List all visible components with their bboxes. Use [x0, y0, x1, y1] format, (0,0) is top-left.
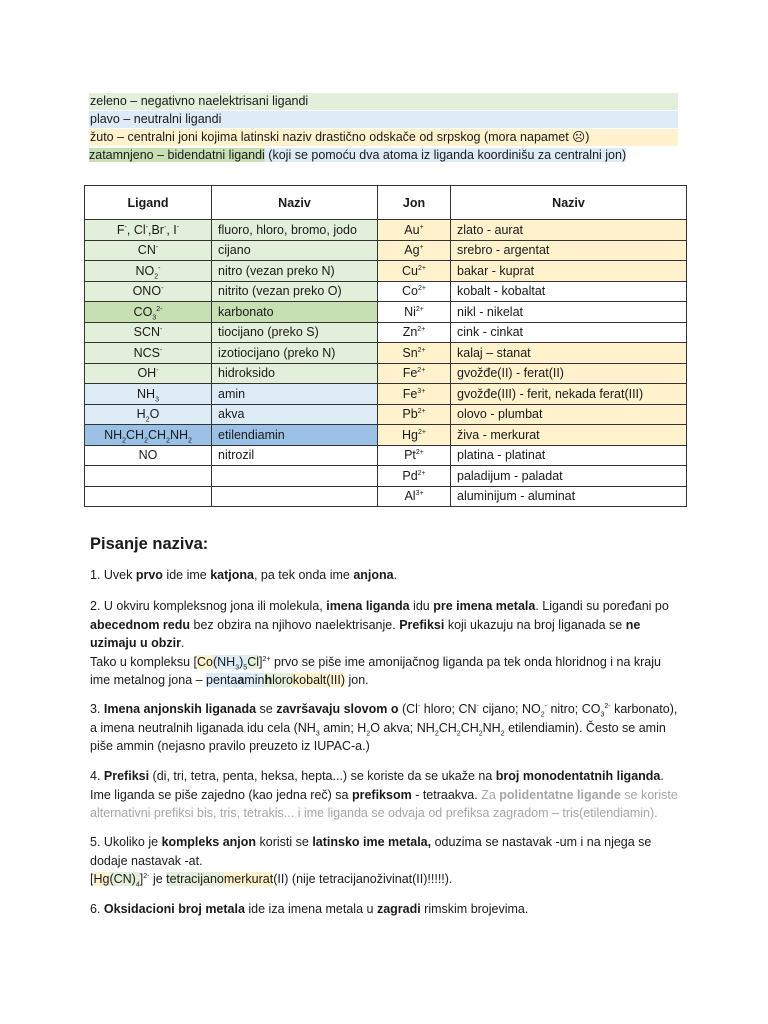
- rule-2: [90, 597, 680, 690]
- table-row: [85, 466, 687, 487]
- ion-symbol: $Ni^{2+}$: [378, 302, 451, 323]
- ion-name: gvožđe(II) - ferat(II): [451, 363, 687, 384]
- ligand-formula: OH-: [85, 363, 212, 384]
- ligand-formula: NO: [85, 445, 212, 466]
- ion-symbol: $Sn^{2+}$: [378, 343, 451, 364]
- table-row: [85, 445, 687, 466]
- section-title: Pisanje naziva:: [90, 535, 209, 553]
- ligand-formula: $CO_3^{2-}$: [85, 302, 212, 323]
- rule-2-line-3: uzimaju u obzir.: [90, 636, 185, 650]
- rule-4-line-1: 4. Prefiksi (di, tri, tetra, penta, heksa, hepta...) se koriste da se ukaže na broj monodentatnih liganda.: [90, 769, 664, 783]
- ligand-name: nitrozil: [212, 445, 378, 466]
- ion-name: paladijum - paladat: [451, 466, 687, 487]
- ligand-formula: $NO_2^-$: [85, 261, 212, 282]
- ligand-formula: $NH_3$: [85, 384, 212, 405]
- ion-name: cink - cinkat: [451, 322, 687, 343]
- ion-symbol: $Zn^{2+}$: [378, 322, 451, 343]
- rule-3: [90, 700, 680, 756]
- ligand-name: izotiocijano (preko N): [212, 343, 378, 364]
- table-row: [85, 363, 687, 384]
- ligand-name: nitrito (vezan preko O): [212, 281, 378, 302]
- ligand-name: cijano: [212, 240, 378, 261]
- rule-1-text: 1. Uvek prvo ide ime katjona, pa tek onda ime anjona.: [90, 568, 398, 582]
- rule-1: [90, 566, 680, 585]
- ligand-formula: [85, 486, 212, 507]
- ligand-name: [212, 486, 378, 507]
- rule-3-line-3: piše ammin (nejasno pravilo preuzeto iz IUPAC-a.): [90, 739, 370, 753]
- ion-name: srebro - argentat: [451, 240, 687, 261]
- ion-symbol: $Fe^{2+}$: [378, 363, 451, 384]
- rule-2-line-4: Tako u kompleksu $[Co(NH_3)_5Cl]^{2+}$ prvo se piše ime amonijačnog liganda pa tek onda hloridnog i na kraju: [90, 654, 661, 671]
- ligand-formula: SCN-: [85, 322, 212, 343]
- ligand-name: tiocijano (preko S): [212, 322, 378, 343]
- table-header-row: [85, 186, 687, 220]
- ion-symbol: Au+: [378, 220, 451, 241]
- ligand-name: amin: [212, 384, 378, 405]
- ion-symbol: $Pb^{2+}$: [378, 404, 451, 425]
- ion-symbol: $Fe^{3+}$: [378, 384, 451, 405]
- legend-yellow: žuto – centralni joni kojima latinski naziv drastično odskače od srpskog (mora napamet ☹): [89, 129, 678, 146]
- header-ligand-name: Naziv: [212, 186, 378, 220]
- table-row: [85, 220, 687, 241]
- ligand-name: fluoro, hloro, bromo, jodo: [212, 220, 378, 241]
- ligand-name: hidroksido: [212, 363, 378, 384]
- ligand-name: nitro (vezan preko N): [212, 261, 378, 282]
- ion-symbol: $Pt^{2+}$: [378, 445, 451, 466]
- ligand-formula: ONO-: [85, 281, 212, 302]
- ligand-formula: CN-: [85, 240, 212, 261]
- ligand-formula: $H_2O$: [85, 404, 212, 425]
- legend-dark: [89, 147, 626, 164]
- rule-4: [90, 767, 680, 823]
- table-row: [85, 240, 687, 261]
- ion-symbol: $Pd^{2+}$: [378, 466, 451, 487]
- legend-dark-label: zatamnjeno – bidendatni ligandi: [89, 148, 265, 162]
- table-row: [85, 404, 687, 425]
- table-row: [85, 302, 687, 323]
- rule-6-text: 6. Oksidacioni broj metala ide iza imena metala u zagradi rimskim brojevima.: [90, 902, 529, 916]
- header-ligand: Ligand: [85, 186, 212, 220]
- rule-2-line-5: ime metalnog jona – pentaaminhlorokobalt(III) jon.: [90, 673, 369, 687]
- rule-4-line-2: Ime liganda se piše zajedno (kao jedna reč) sa prefiksom - tetraakva. Za polidentatne ligande se koriste: [90, 787, 678, 802]
- legend-green: zeleno – negativno naelektrisani ligandi: [89, 93, 678, 110]
- ligand-name: etilendiamin: [212, 425, 378, 446]
- ion-name: kobalt - kobaltat: [451, 281, 687, 302]
- ion-name: nikl - nikelat: [451, 302, 687, 323]
- header-ion: Jon: [378, 186, 451, 220]
- ion-symbol: Ag+: [378, 240, 451, 261]
- rule-6: [90, 900, 680, 919]
- rule-2-line-2: abecednom redu bez obzira na njihovo naelektrisanje. Prefiksi koji ukazuju na broj liganada se ne: [90, 617, 641, 632]
- table-row: [85, 384, 687, 405]
- ion-name: zlato - aurat: [451, 220, 687, 241]
- ligand-name: karbonato: [212, 302, 378, 323]
- ion-symbol: $Al^{3+}$: [378, 486, 451, 507]
- ion-name: olovo - plumbat: [451, 404, 687, 425]
- table-row: [85, 343, 687, 364]
- ligand-name: [212, 466, 378, 487]
- ion-symbol: $Co^{2+}$: [378, 281, 451, 302]
- ligand-formula: NCS-: [85, 343, 212, 364]
- ion-name: platina - platinat: [451, 445, 687, 466]
- ligand-formula: F-, Cl-,Br-, I-: [85, 220, 212, 241]
- rule-5-line-1: 5. Ukoliko je kompleks anjon koristi se latinsko ime metala, oduzima se nastavak -um i na njega se: [90, 835, 652, 849]
- rule-5-line-2: dodaje nastavak -at.: [90, 853, 203, 868]
- ligand-table: [84, 185, 687, 507]
- rule-5-line-3: $[Hg(CN)_4]^{2-}$ je tetracijanomerkurat(II) (nije tetracijanoživinat(II)!!!!!).: [90, 872, 453, 889]
- ion-name: aluminijum - aluminat: [451, 486, 687, 507]
- ion-name: bakar - kuprat: [451, 261, 687, 282]
- table-row: [85, 425, 687, 446]
- legend-blue: plavo – neutralni ligandi: [89, 111, 678, 128]
- ligand-name: akva: [212, 404, 378, 425]
- table-row: [85, 281, 687, 302]
- ion-name: živa - merkurat: [451, 425, 687, 446]
- table-row: [85, 486, 687, 507]
- rule-2-line-1: 2. U okviru kompleksnog jona ili molekula, imena liganda idu pre imena metala. Ligandi su poređani po: [90, 599, 669, 613]
- header-ion-name: Naziv: [451, 186, 687, 220]
- rule-3-line-1: 3. Imena anjonskih liganada se završavaju slovom o (Cl- hloro; CN- cijano; $NO_2^-$ nitro; $CO_3^{2-}$ karbonato),: [90, 702, 678, 719]
- rule-4-line-3: alternativni prefiksi bis, tris, tetrakis... i ime liganda se odvaja od prefiksa zagradom – tris(etilendiamin).: [90, 806, 658, 820]
- ion-name: gvožđe(III) - ferit, nekada ferat(III): [451, 384, 687, 405]
- rule-3-line-2: a imena neutralnih liganada idu cela ($NH_3$ amin; $H_2O$ akva; $NH_2CH_2CH_2NH_2$ etilendiamin). Često se amin: [90, 720, 666, 737]
- table-row: [85, 322, 687, 343]
- ion-symbol: $Cu^{2+}$: [378, 261, 451, 282]
- ligand-formula: $NH_2CH_2CH_2NH_2$: [85, 425, 212, 446]
- ion-symbol: $Hg^{2+}$: [378, 425, 451, 446]
- table-row: [85, 261, 687, 282]
- legend-dark-note: (koji se pomoću dva atoma iz liganda koordinišu za centralni jon): [264, 148, 627, 162]
- ion-name: kalaj – stanat: [451, 343, 687, 364]
- rule-5: [90, 833, 680, 889]
- ligand-formula: [85, 466, 212, 487]
